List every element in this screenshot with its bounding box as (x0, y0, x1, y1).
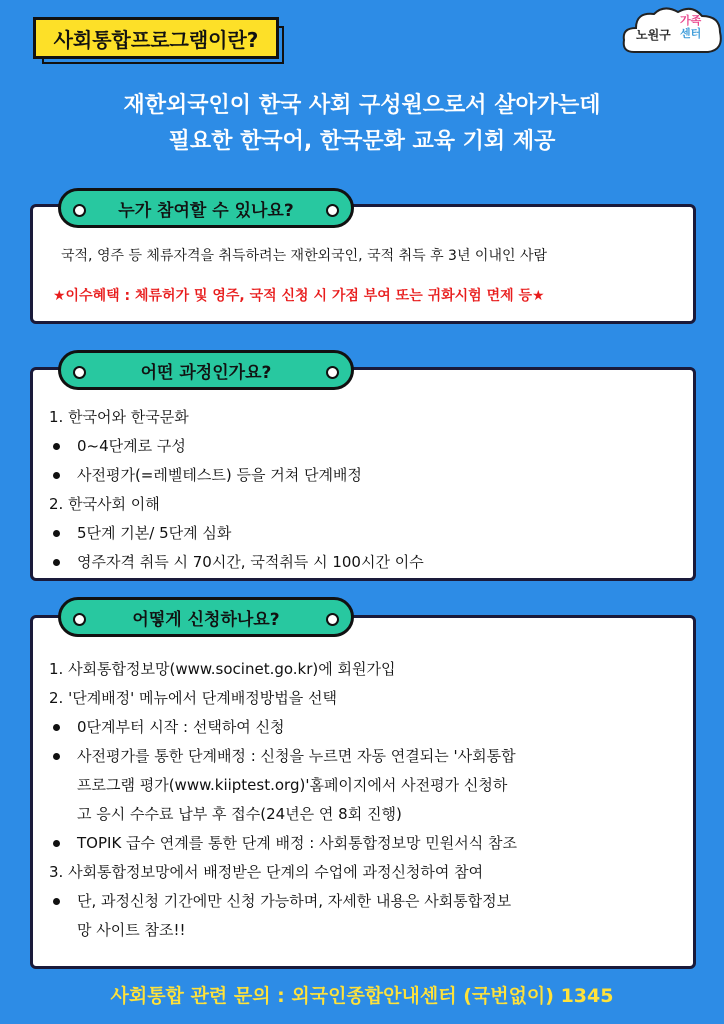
section3-item: 사전평가를 통한 단계배정 : 신청을 누르면 자동 연결되는 '사회통합 (77, 747, 516, 765)
section1-body: 국적, 영주 등 체류자격을 취득하려는 재한외국인, 국적 취득 후 3년 이내인 사람 (61, 248, 548, 264)
section3-item-cont: 고 응시 수수료 납부 후 접수(24년은 연 8회 진행) (77, 805, 402, 823)
section2-box (30, 367, 696, 581)
section2-item: 5단계 기본/ 5단계 심화 (77, 524, 232, 542)
section2-item: 사전평가(=레벨테스트) 등을 거쳐 단계배정 (77, 466, 362, 484)
section2-item: 2. 한국사회 이해 (49, 495, 160, 513)
section3-item-cont: 망 사이트 참조!! (77, 921, 186, 939)
section3-item: 1. 사회통합정보망(www.socinet.go.kr)에 회원가입 (49, 660, 396, 678)
section3-item: TOPIK 급수 연계를 통한 단계 배정 : 사회통합정보망 민원서식 참조 (77, 834, 518, 852)
org-name: 노원구 (636, 28, 671, 42)
section3-box (30, 615, 696, 969)
family-center-logo (680, 14, 701, 40)
pill-dot-icon (73, 613, 86, 626)
pill-dot-icon (73, 204, 86, 217)
pill-dot-icon (326, 613, 339, 626)
section2-item: 0~4단계로 구성 (77, 437, 186, 455)
headline-line2: 필요한 한국어, 한국문화 교육 기회 제공 (168, 129, 556, 154)
page-title: 사회통합프로그램이란? (33, 17, 279, 59)
pill-dot-icon (326, 366, 339, 379)
pill-dot-icon (73, 366, 86, 379)
section2-heading: 어떤 과정인가요? (140, 362, 272, 383)
section1-benefit: ★이수혜택 : 체류허가 및 영주, 국적 신청 시 가점 부여 또는 귀화시험 면제 등★ (53, 288, 545, 304)
footer-contact: 사회통합 관련 문의 : 외국인종합안내센터 (국번없이) 1345 (110, 985, 614, 1007)
section2-item: 영주자격 취득 시 70시간, 국적취득 시 100시간 이수 (77, 553, 424, 571)
section3-heading: 어떻게 신청하나요? (132, 609, 280, 630)
logo-line2: 센터 (680, 27, 702, 40)
section2-item: 1. 한국어와 한국문화 (49, 408, 189, 426)
section1-heading: 누가 참여할 수 있나요? (118, 200, 294, 221)
headline (0, 88, 724, 160)
section1-heading-pill (58, 188, 354, 228)
pill-dot-icon (326, 204, 339, 217)
section2-heading-pill (58, 350, 354, 390)
section3-item: 2. '단계배정' 메뉴에서 단계배정방법을 선택 (49, 689, 337, 707)
section3-item-cont: 프로그램 평가(www.kiiptest.org)'홈페이지에서 사전평가 신청하 (77, 776, 508, 794)
logo-line1: 가족 (680, 14, 702, 27)
section3-item: 3. 사회통합정보망에서 배정받은 단계의 수업에 과정신청하여 참여 (49, 863, 484, 881)
section3-item: 0단계부터 시작 : 선택하여 신청 (77, 718, 285, 736)
section3-heading-pill (58, 597, 354, 637)
section3-item: 단, 과정신청 기간에만 신청 가능하며, 자세한 내용은 사회통합정보 (77, 892, 512, 910)
headline-line1: 재한외국인이 한국 사회 구성원으로서 살아가는데 (123, 93, 601, 118)
